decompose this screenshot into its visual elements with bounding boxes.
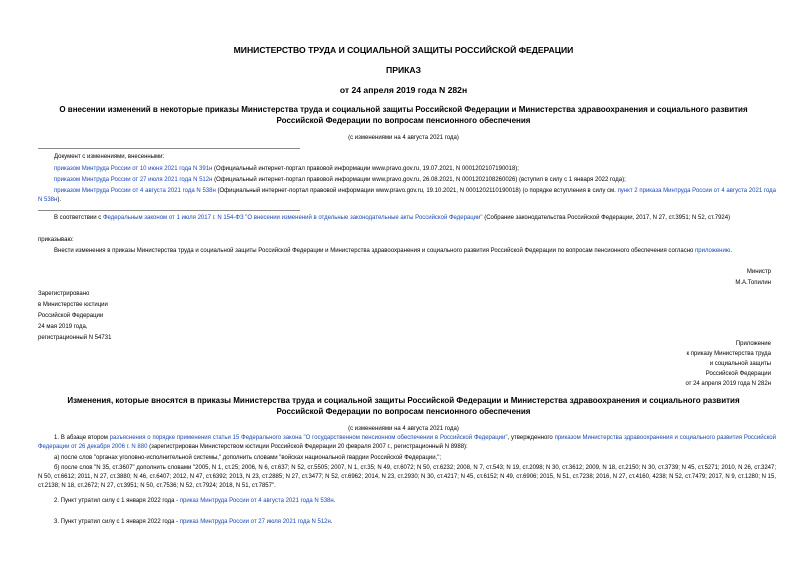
amendment-item: приказом Минтруда России от 10 июня 2021 года N 391н (Официальный интернет-портал правовой информации www.pravo.gov.ru, 19.07.2021, N 0001202107190018); <box>54 166 519 172</box>
amendment-item: приказом Минтруда России от 27 июля 2021 года N 512н (Официальный интернет-портал правовой информации www.pravo.gov.ru, 26.08.2021, N 0001202108260026) (вступил в силу с 1 января 2022 года); <box>54 177 626 183</box>
appendix-item-1a: а) после слов "органах уголовно-исполнительной системы," дополнить словами "войсках национальной гвардии Российской Федерации,"; <box>54 455 442 461</box>
doc-title: О внесении изменений в некоторые приказы Министерства труда и социальной защиты Российской Федерации и Министерства здравоохранения и социального развития Российской Федерации по вопросам пенсионного обеспечения <box>59 105 748 125</box>
doc-type-heading: ПРИКАЗ <box>386 65 421 75</box>
appendix-title: Изменения, которые вносятся в приказы Министерства труда и социальной защиты Российской Федерации и Министерства здравоохранения и социального развития Российской Федерации по вопросам пенсионного обеспечения <box>67 396 740 416</box>
signature-name: М.А.Топилин <box>735 280 771 286</box>
clarification-link[interactable]: разъяснения о порядке применения статьи 15 Федерального закона "О государственном пенсионном обеспечении в Российской Федерации" <box>109 435 508 441</box>
appendix-amended-note: (с изменениями на 4 августа 2021 года) <box>348 426 459 432</box>
federal-law-link[interactable]: Федеральным законом от 1 июля 2017 г. N 154-ФЗ "О внесении изменений в отдельные законодательные акты Российской Федерации" <box>102 215 483 221</box>
divider <box>38 148 300 149</box>
appendix-item-3: 3. Пункт утратил силу с 1 января 2022 года - приказ Минтруда России от 27 июля 2021 года N 512н. <box>54 519 333 525</box>
appendix-item-2: 2. Пункт утратил силу с 1 января 2022 года - приказ Минтруда России от 4 августа 2021 года N 538н. <box>54 498 336 504</box>
doc-date-number: от 24 апреля 2019 года N 282н <box>339 85 468 95</box>
amendment-link[interactable]: пункт 2 приказа Минтруда России от 4 августа 2021 года N 538н <box>38 188 776 203</box>
signature-position: Министр <box>746 269 771 275</box>
amendments-intro: Документ с изменениями, внесенными: <box>54 154 165 160</box>
amendment-link[interactable]: приказом Минтруда России от 27 июля 2021 года N 512н <box>54 177 213 183</box>
appendix-reference: Приложение к приказу Министерства труда и социальной защиты Российской Федерации от 24 апреля 2019 года N 282н <box>685 341 771 387</box>
appendix-link[interactable]: приложению <box>695 248 731 254</box>
preamble-paragraph: В соответствии с Федеральным законом от 1 июля 2017 г. N 154-ФЗ "О внесении изменений в отдельные законодательные акты Российской Федерации" (Собрание законодательства Российской Федерации, 2017, N 27, ст.3951; N 52, ст.7924) <box>54 215 731 221</box>
appendix-item-1: 1. В абзаце втором разъяснения о порядке применения статьи 15 Федерального закона "О государственном пенсионном обеспечении в Российской Федерации", утвержденного приказом Министерства здравоохранения и социального развития Российской Федерации от 26 декабря 2006 г. N 880 (зарегистрирован Министерством юстиции Российской Федерации 20 февраля 2007 г., регистрационный N 8988): <box>38 435 776 450</box>
registration-block: Зарегистрировано в Министерстве юстиции Российской Федерации 24 мая 2019 года, регистрационный N 54731 <box>38 291 112 341</box>
amendment-link[interactable]: приказом Минтруда России от 4 августа 2021 года N 538н <box>54 188 216 194</box>
appendix-item-1b: б) после слов "N 35, ст.3607" дополнить словами "2005, N 1, ст.25; 2006, N 6, ст.637; N 52, ст.5505; 2007, N 1, ст.35; N 49, ст.6072; N 50, ст.6232; 2008, N 7, ст.543; N 19, ст.2098; N 30, ст.3612; 2009, N 18, ст.2150; N 30, ст.3739; N 45, ст.5271; 2010, N 26, ст.3247; N 50, ст.6612; 2011, N 27, ст.3880; N 46, ст.6407; 2012, N 47, ст.6392; 2013, N 23, ст.2885; N 27, ст.3477; N 52, ст.6962; 2014, N 23, ст.2930; N 30, ст.4217; N 45, ст.6152; N 49, ст.6906; 2015, N 51, ст.7238; 2016, N 27, ст.4160, 4238; N 52, ст.7479; 2017, N 9, ст.1280; N 15, ст.2138; N 18, ст.2672; N 27, ст.3951; N 50, ст.7536; N 52, ст.7924; 2018, N 51, ст.7857". <box>38 465 776 489</box>
order-512-link[interactable]: приказ Минтруда России от 27 июля 2021 года N 512н <box>179 519 331 525</box>
divider <box>38 210 300 211</box>
order-538-link[interactable]: приказ Минтруда России от 4 августа 2021 года N 538н <box>179 498 334 504</box>
ministry-heading: МИНИСТЕРСТВО ТРУДА И СОЦИАЛЬНОЙ ЗАЩИТЫ РОССИЙСКОЙ ФЕДЕРАЦИИ <box>233 45 574 55</box>
orders-text: приказываю: <box>38 237 74 243</box>
amended-note: (с изменениями на 4 августа 2021 года) <box>348 135 459 141</box>
amendment-link[interactable]: приказом Минтруда России от 10 июня 2021 года N 391н <box>54 166 213 172</box>
order-paragraph: Внести изменения в приказы Министерства труда и социальной защиты Российской Федерации и Министерства здравоохранения и социального развития Российской Федерации по вопросам пенсионного обеспечения согласно приложению. <box>54 248 733 254</box>
amendment-item: приказом Минтруда России от 4 августа 2021 года N 538н (Официальный интернет-портал правовой информации www.pravo.gov.ru, 19.10.2021, N 0001202110190018) (о порядке вступления в силу см. пункт 2 приказа Минтруда России от 4 августа 2021 года N 538н). <box>38 188 776 203</box>
order-880-link[interactable]: приказом Министерства здравоохранения и социального развития Российской Федерации от 26 декабря 2006 г. N 880 <box>38 435 776 450</box>
